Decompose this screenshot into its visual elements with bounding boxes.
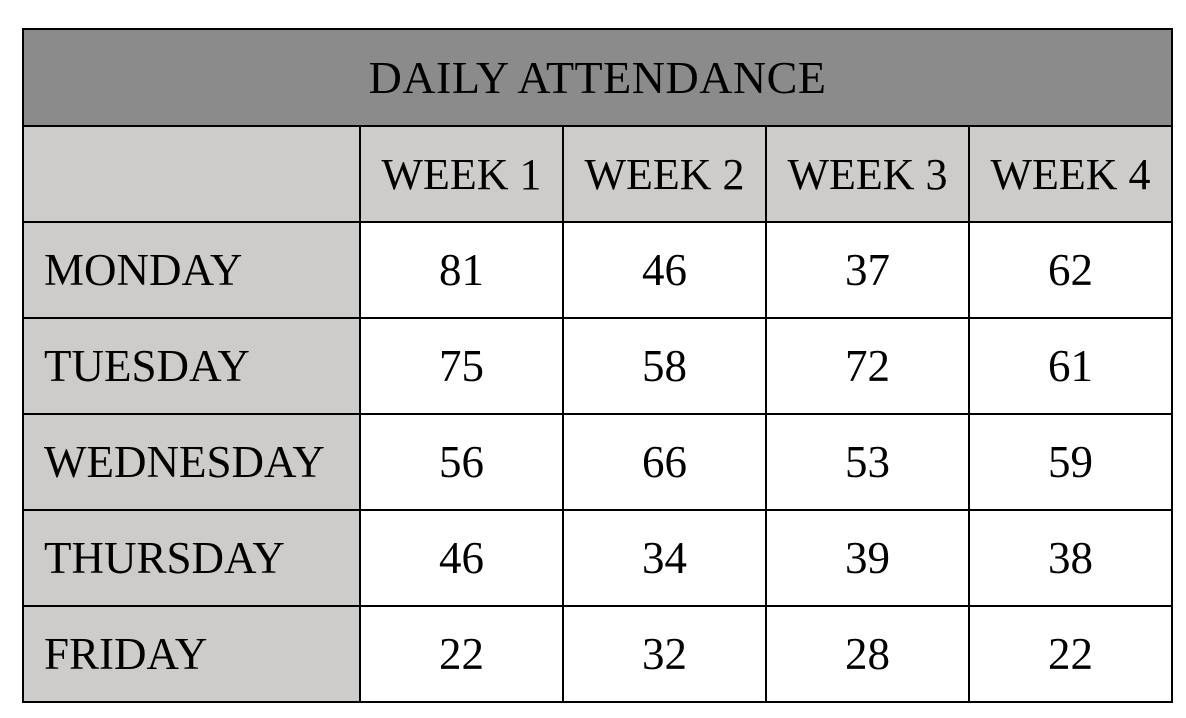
table-cell: 39 <box>766 510 969 606</box>
table-cell: 28 <box>766 606 969 702</box>
table-cell: 22 <box>969 606 1172 702</box>
table-title: DAILY ATTENDANCE <box>23 29 1172 126</box>
table-cell: 58 <box>563 318 766 414</box>
table-cell: 61 <box>969 318 1172 414</box>
table-cell: 81 <box>360 222 563 318</box>
row-header-monday: MONDAY <box>23 222 360 318</box>
title-row <box>23 29 1172 126</box>
table-cell: 66 <box>563 414 766 510</box>
table-cell: 46 <box>563 222 766 318</box>
table-cell: 75 <box>360 318 563 414</box>
column-header-week-2: WEEK 2 <box>563 126 766 222</box>
row-header-friday: FRIDAY <box>23 606 360 702</box>
table-cell: 59 <box>969 414 1172 510</box>
table-cell: 53 <box>766 414 969 510</box>
column-header-week-1: WEEK 1 <box>360 126 563 222</box>
table-cell: 22 <box>360 606 563 702</box>
column-header-week-4: WEEK 4 <box>969 126 1172 222</box>
table-cell: 46 <box>360 510 563 606</box>
row-header-tuesday: TUESDAY <box>23 318 360 414</box>
table-cell: 32 <box>563 606 766 702</box>
table-cell: 38 <box>969 510 1172 606</box>
corner-cell <box>23 126 360 222</box>
table-cell: 72 <box>766 318 969 414</box>
row-header-wednesday: WEDNESDAY <box>23 414 360 510</box>
table-row-thursday <box>23 510 1172 606</box>
table-cell: 34 <box>563 510 766 606</box>
column-header-week-3: WEEK 3 <box>766 126 969 222</box>
table-cell: 62 <box>969 222 1172 318</box>
row-header-thursday: THURSDAY <box>23 510 360 606</box>
table-cell: 56 <box>360 414 563 510</box>
column-header-row <box>23 126 1172 222</box>
table-cell: 37 <box>766 222 969 318</box>
table-row-tuesday <box>23 318 1172 414</box>
table-row-wednesday <box>23 414 1172 510</box>
attendance-table <box>22 28 1173 703</box>
table-row-friday <box>23 606 1172 702</box>
table-row-monday <box>23 222 1172 318</box>
